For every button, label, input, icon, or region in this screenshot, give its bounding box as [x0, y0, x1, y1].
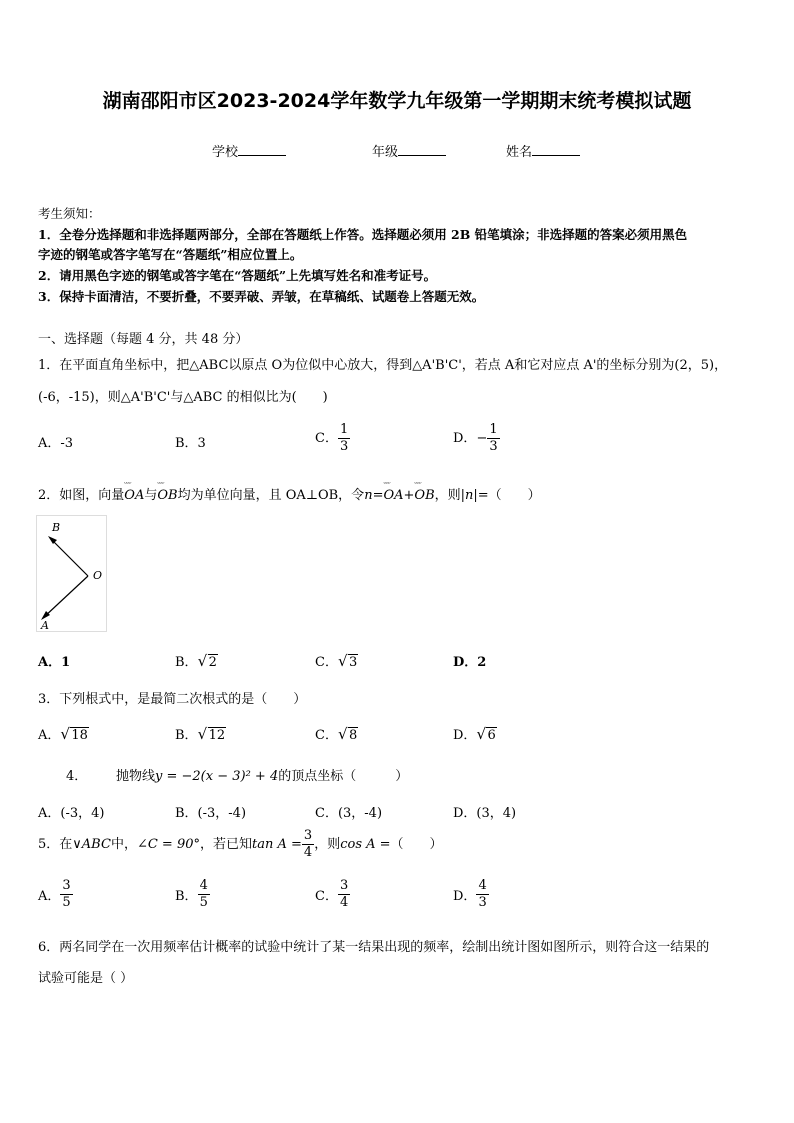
q1-d-fraction: $\frac{1}{3}$ [489, 422, 498, 454]
q1-line1: 1．在平面直角坐标中，把△ABC以原点 O为位似中心放大，得到△A'B'C'，若点 A和它对应点 A'的坐标分别为(2，5)， [38, 358, 728, 373]
q1-c-label: C． [315, 431, 338, 446]
q3-option-c[interactable]: C． √ 8 [315, 725, 358, 743]
q3-text: 3．下列根式中，是最简二次根式的是（ ） [38, 692, 307, 707]
q3-option-a[interactable]: A． √ 18 [38, 725, 88, 743]
notice-line2: 2．请用黑色字迹的钢笔或答字笔在“答题纸”上先填写姓名和准考证号。 [38, 268, 437, 283]
q1-c-fraction: $\frac{1}{3}$ [339, 422, 349, 454]
q6-line1: 6．两名同学在一次用频率估计概率的试验中统计了某一结果出现的频率，绘制出统计图如图所示，则符合这一结果的 [38, 940, 710, 955]
vector-oa: ᵕᵕᵕ OA [124, 488, 144, 503]
vector-ob: ᵕᵕᵕ OB [157, 488, 177, 503]
section-heading: 一、选择题（每题 4 分，共 48 分） [38, 332, 249, 347]
fig-label-a: A [41, 619, 49, 632]
name-label: 姓名 [506, 145, 533, 160]
q5-option-d[interactable]: D． $\frac{4}{3}$ [453, 878, 487, 910]
q4-text: 抛物线y = −2(x − 3)² + 4的顶点坐标（ ） [116, 769, 409, 784]
q1-d-label: D． [453, 431, 477, 446]
q1-option-d[interactable]: D．− $\frac{1}{3}$ [453, 422, 498, 454]
vector-ob-line [50, 538, 88, 576]
notice-line3: 3．保持卡面清洁，不要折叠，不要弄破、弄皱，在草稿纸、试题卷上答题无效。 [38, 289, 485, 304]
sqrt-2: √ 2 [197, 652, 217, 670]
school-label: 学校 [212, 145, 239, 160]
vector-figure [36, 515, 108, 633]
notice-line1b: 字迹的钢笔或答字笔写在“答题纸”相应位置上。 [38, 247, 303, 262]
q3-option-d[interactable]: D． √ 6 [453, 725, 496, 743]
q5-option-a[interactable]: A． $\frac{3}{5}$ [38, 878, 71, 910]
q2-option-d[interactable]: D．2 [453, 655, 487, 670]
q4-option-b[interactable]: B．(-3，-4) [175, 806, 247, 821]
vector-oa-line [43, 576, 88, 618]
q5-option-b[interactable]: B． $\frac{4}{5}$ [175, 878, 208, 910]
fig-label-o: O [93, 569, 103, 582]
q1-line2: (-6，-15)，则△A'B'C'与△ABC 的相似比为( ) [38, 390, 328, 405]
notice-line1: 1．全卷分选择题和非选择题两部分，全部在答题纸上作答。选择题必须用 2B 铅笔填涂；非选择题的答案必须用黑色 [38, 227, 688, 242]
notice-heading: 考生须知： [38, 206, 101, 221]
q4-number: 4． [66, 769, 88, 784]
q6-line2: 试验可能是（ ） [38, 971, 134, 986]
grade-field[interactable] [372, 141, 446, 160]
q4-option-c[interactable]: C．(3，-4) [315, 806, 383, 821]
q1-option-c[interactable] [315, 422, 350, 455]
q4-option-a[interactable]: A．(-3，4) [38, 806, 105, 821]
q2-option-a[interactable]: A．1 [38, 655, 71, 670]
q1-option-a[interactable]: A．-3 [38, 436, 74, 451]
fig-label-b: B [52, 521, 61, 534]
q4-option-d[interactable]: D．(3，4) [453, 806, 517, 821]
grade-label: 年级 [372, 145, 399, 160]
q4-formula: y = −2(x − 3)² + 4 [155, 769, 279, 784]
q2-option-b[interactable]: B． √ 2 [175, 652, 217, 670]
q2-option-c[interactable]: C． √ 3 [315, 652, 358, 670]
vector-n: n [364, 488, 373, 503]
school-field[interactable] [212, 141, 286, 160]
q3-option-b[interactable]: B． √ 12 [175, 725, 226, 743]
sqrt-3: √ 3 [337, 652, 358, 670]
q1-option-b[interactable]: B．3 [175, 436, 206, 451]
q5-text: 5．在∨ABC中，∠C = 90°，若已知tan A = $\frac{3}{4}$ ，则cos A =（ ） [38, 828, 443, 860]
vector-ob-arrow [48, 536, 57, 544]
q2-text: 2．如图，向量ᵕᵕᵕ OA与ᵕᵕᵕ OB均为单位向量，且 OA⊥OB，令n=ᵕᵕᵕ OA+ᵕᵕᵕ OB，则|n|=（ ） [38, 484, 541, 503]
name-field[interactable] [506, 141, 580, 160]
page-title: 湖南邵阳市区2023-2024学年数学九年级第一学期期末统考模拟试题 [102, 90, 692, 112]
q5-option-c[interactable]: C． $\frac{3}{4}$ [315, 878, 349, 910]
